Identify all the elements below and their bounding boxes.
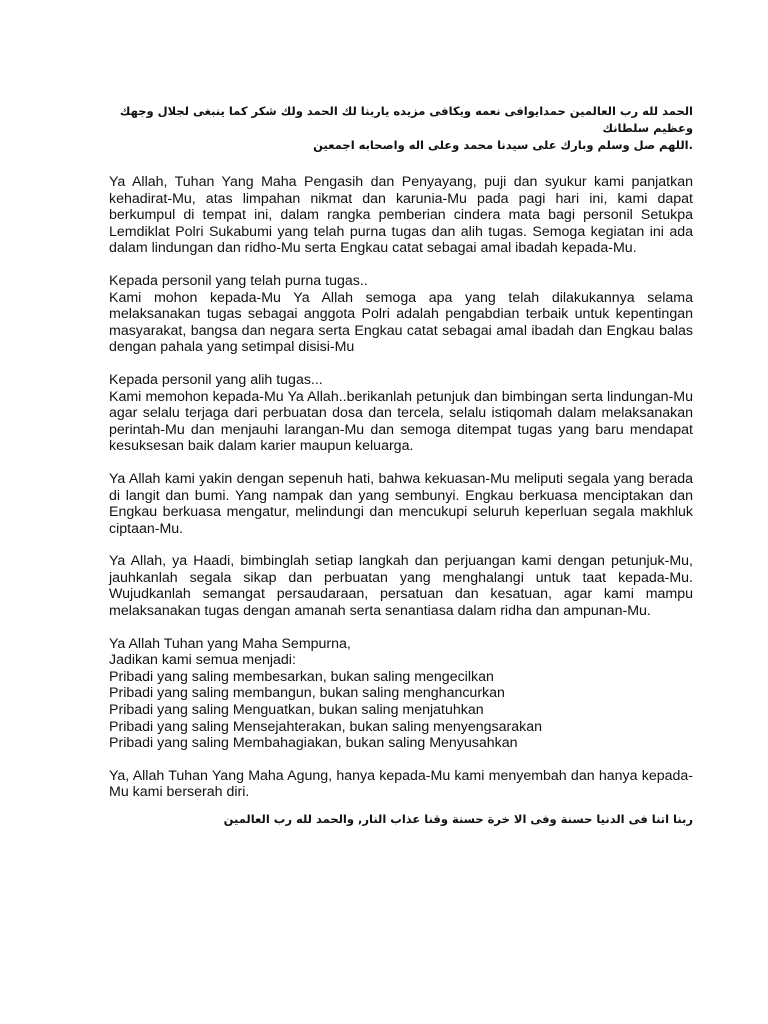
list-line: Pribadi yang saling membangun, bukan saling menghancurkan bbox=[109, 685, 505, 702]
paragraph-closing-surrender: Ya, Allah Tuhan Yang Maha Agung, hanya kepada-Mu kami menyembah dan hanya kepada-Mu kami berserah diri. bbox=[109, 767, 693, 801]
list-line: Pribadi yang saling Mensejahterakan, bukan saling menyengsarakan bbox=[109, 718, 542, 735]
arabic-opening-prayer bbox=[109, 103, 693, 154]
arabic-closing-prayer: ربنا اتنا فى الدنيا حسنة وفى الا خرة حسنة وقنا عذاب النار, والحمد لله رب العالمين bbox=[223, 812, 693, 826]
paragraph-heading: Kepada personil yang telah purna tugas.. bbox=[109, 272, 368, 289]
paragraph-heading: Kepada personil yang alih tugas... bbox=[109, 371, 323, 388]
paragraph-text: Kami mohon kepada-Mu Ya Allah semoga apa yang telah dilakukannya selama melaksanakan tugas sebagai anggota Polri adalah pengabdian terbaik untuk kepentingan masyarakat, bangsa dan negara serta Engkau catat sebagai amal ibadah dan Engkau balas dengan pahala yang setimpal disisi-Mu bbox=[109, 289, 693, 356]
paragraph-text: Kami memohon kepada-Mu Ya Allah..berikanlah petunjuk dan bimbingan serta lindungan-Mu agar selalu terjaga dari perbuatan dosa dan tercela, selalu istiqomah dalam melaksanakan perintah-Mu dan menjauhi larangan-Mu dan semoga ditempat tugas yang baru mendapat kesuksesan baik dalam karier maupun keluarga. bbox=[109, 388, 693, 455]
arabic-opening-line: الحمد لله رب العالمين حمدايوافى نعمه ويكافى مزيده ياربنا لك الحمد ولك شكر كما ينبغى لجلال وجهك وعظيم سلطانك bbox=[119, 104, 693, 135]
paragraph-transfers bbox=[109, 372, 693, 455]
list-line: Pribadi yang saling Menguatkan, bukan saling menjatuhkan bbox=[109, 702, 484, 719]
paragraph-guidance: Ya Allah, ya Haadi, bimbinglah setiap langkah dan perjuangan kami dengan petunjuk-Mu, jauhkanlah segala sikap dan perbuatan yang menghalangi untuk taat kepada-Mu. Wujudkanlah semangat persaudaraan, persatuan dan kesatuan, agar kami mampu melaksanakan tugas dengan amanah serta senantiasa dalam ridha dan ampunan-Mu. bbox=[109, 553, 693, 620]
paragraph-retirees bbox=[109, 273, 693, 356]
paragraph-faith: Ya Allah kami yakin dengan sepenuh hati, bahwa kekuasan-Mu meliputi segala yang berada di langit dan bumi. Yang nampak dan yang sembunyi. Engkau berkuasa menciptakan dan Engkau berkuasa mengatur, melindungi dan mencukupi seluruh keperluan segala makhluk ciptaan-Mu. bbox=[109, 470, 693, 537]
document-body bbox=[109, 96, 693, 828]
list-line: Pribadi yang saling Membahagiakan, bukan saling Menyusahkan bbox=[109, 735, 518, 752]
list-line: Ya Allah Tuhan yang Maha Sempurna, bbox=[109, 635, 351, 652]
paragraph-opening-praise: Ya Allah, Tuhan Yang Maha Pengasih dan Penyayang, puji dan syukur kami panjatkan kehadirat-Mu, atas limpahan nikmat dan karunia-Mu pada pagi hari ini, kami dapat berkumpul di tempat ini, dalam rangka pemberian cindera mata bagi personil Setukpa Lemdiklat Polri Sukabumi yang telah purna tugas dan alih tugas. Semoga kegiatan ini ada dalam lindungan dan ridho-Mu serta Engkau catat sebagai amal ibadah kepada-Mu. bbox=[109, 174, 693, 257]
arabic-opening-line: .اللهم صل وسلم وبارك على سيدنا محمد وعلى اله واصحابه اجمعين bbox=[313, 138, 693, 152]
list-line: Jadikan kami semua menjadi: bbox=[109, 652, 296, 669]
list-line: Pribadi yang saling membesarkan, bukan saling mengecilkan bbox=[109, 668, 494, 685]
paragraph-supplication-list bbox=[109, 636, 693, 752]
